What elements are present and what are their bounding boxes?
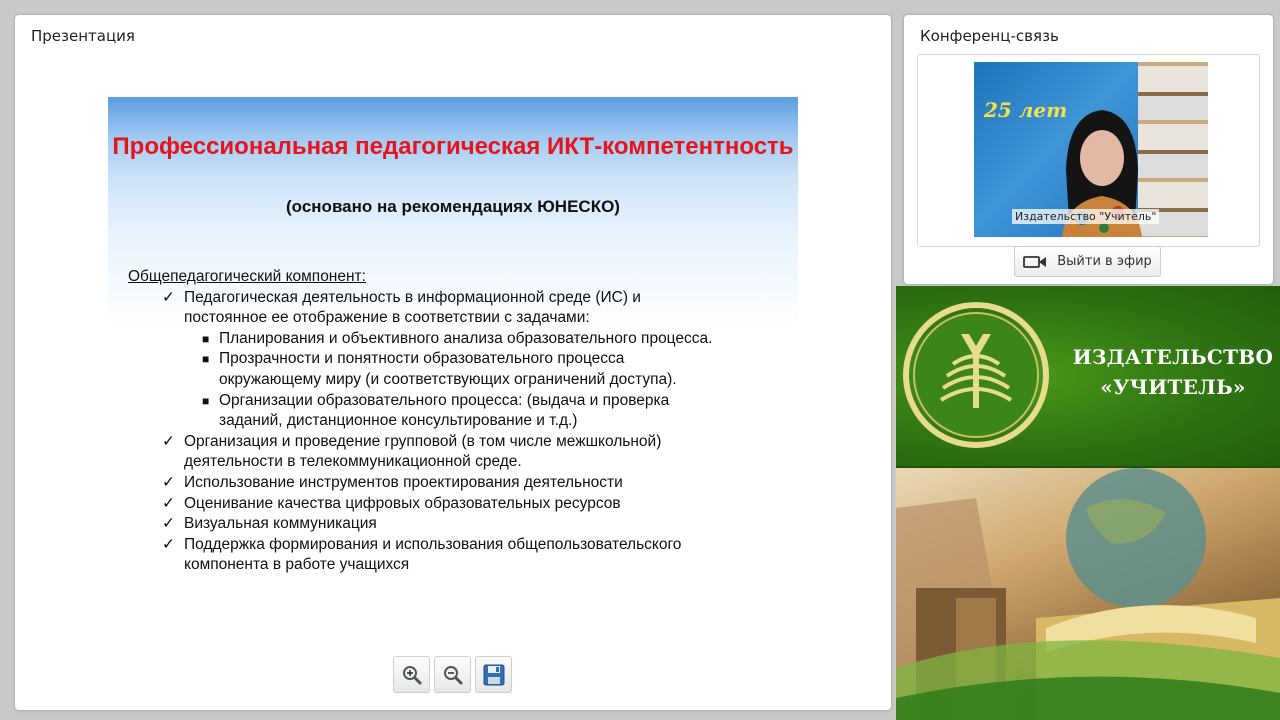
- slide-item-text: Поддержка формирования и использования общепользовательского: [184, 535, 682, 553]
- presentation-toolbar: [393, 656, 512, 692]
- slide-check-item: [128, 308, 828, 329]
- slide-check-item: [128, 432, 828, 453]
- video-camera-icon: [1023, 255, 1047, 269]
- video-frame: [917, 54, 1260, 247]
- slide-bullet-item: [128, 329, 828, 350]
- bullet-icon: ■: [202, 331, 210, 346]
- slide-item-text: Использование инструментов проектирования деятельности: [184, 473, 623, 491]
- slide-check-item: [128, 473, 828, 494]
- checkmark-icon: ✓: [162, 432, 175, 450]
- publisher-name-line1: ИЗДАТЕЛЬСТВО: [1072, 345, 1274, 369]
- bullet-icon: ■: [202, 393, 210, 408]
- slide-item-text: Визуальная коммуникация: [184, 515, 377, 533]
- publisher-banner: [896, 286, 1280, 720]
- save-button[interactable]: [475, 656, 512, 693]
- slide-check-item: [128, 535, 828, 556]
- video-caption: Издательство "Учитель": [1012, 209, 1159, 224]
- component-heading: Общепедагогический компонент:: [128, 268, 366, 285]
- checkmark-icon: ✓: [162, 494, 175, 512]
- presentation-slide: [47, 97, 859, 639]
- zoom-out-button[interactable]: [434, 656, 471, 693]
- banner-green-area: [896, 286, 1280, 468]
- presentation-panel-title: Презентация: [31, 27, 135, 45]
- slide-check-item: [128, 514, 828, 535]
- slide-check-item: [128, 494, 828, 515]
- slide-check-item: [128, 288, 828, 309]
- slide-item-text: Оценивание качества цифровых образовательных ресурсов: [184, 494, 621, 512]
- slide-item-text: Педагогическая деятельность в информационной среде (ИС) и: [184, 288, 641, 306]
- slide-item-text: Организации образовательного процесса: (выдача и проверка: [219, 391, 670, 409]
- conference-panel-title: Конференц-связь: [920, 27, 1059, 45]
- slide-item-text: компонента в работе учащихся: [184, 556, 410, 574]
- slide-bullet-item: [128, 370, 828, 391]
- bullet-icon: ■: [202, 352, 210, 367]
- books-globe-illustration: [896, 468, 1280, 720]
- presentation-panel: [15, 15, 891, 710]
- slide-title: Профессиональная педагогическая ИКТ-компетентность: [112, 133, 794, 160]
- slide-bullet-item: [128, 411, 828, 432]
- slide-item-text: Планирования и объективного анализа образовательного процесса.: [219, 329, 713, 347]
- books-globe-photo: [896, 468, 1280, 720]
- slide-check-item: [128, 452, 828, 473]
- slide-item-text: постоянное ее отображение в соответствии с задачами:: [184, 309, 590, 327]
- conference-panel: [904, 15, 1273, 284]
- checkmark-icon: ✓: [162, 473, 175, 491]
- slide-check-item: [128, 555, 828, 576]
- slide-body: [128, 267, 828, 576]
- save-icon: [482, 663, 506, 687]
- video-stream[interactable]: [974, 62, 1208, 237]
- checkmark-icon: ✓: [162, 288, 175, 306]
- checkmark-icon: ✓: [162, 535, 175, 553]
- go-live-label: Выйти в эфир: [1057, 254, 1152, 269]
- slide-bullet-item: [128, 349, 828, 370]
- zoom-out-icon: [442, 664, 464, 686]
- go-live-button[interactable]: [1014, 246, 1161, 277]
- slide-item-text: заданий, дистанционное консультирование и т.д.): [219, 412, 578, 430]
- slide-item-list: [128, 288, 828, 576]
- slide-item-text: окружающему миру (и соответствующих ограничений доступа).: [219, 370, 677, 388]
- video-banner-text: 25 лет: [984, 98, 1068, 122]
- publisher-logo-emblem: [901, 300, 1051, 450]
- checkmark-icon: ✓: [162, 515, 175, 533]
- slide-item-text: деятельности в телекоммуникационной среде.: [184, 453, 522, 471]
- publisher-name: [1066, 342, 1280, 402]
- slide-bullet-item: [128, 391, 828, 412]
- publisher-name-line2: «УЧИТЕЛЬ»: [1100, 375, 1246, 399]
- zoom-in-button[interactable]: [393, 656, 430, 693]
- slide-item-text: Организация и проведение групповой (в том числе межшкольной): [184, 432, 662, 450]
- slide-item-text: Прозрачности и понятности образовательного процесса: [219, 350, 625, 368]
- zoom-in-icon: [401, 664, 423, 686]
- slide-subtitle: (основано на рекомендациях ЮНЕСКО): [286, 197, 620, 216]
